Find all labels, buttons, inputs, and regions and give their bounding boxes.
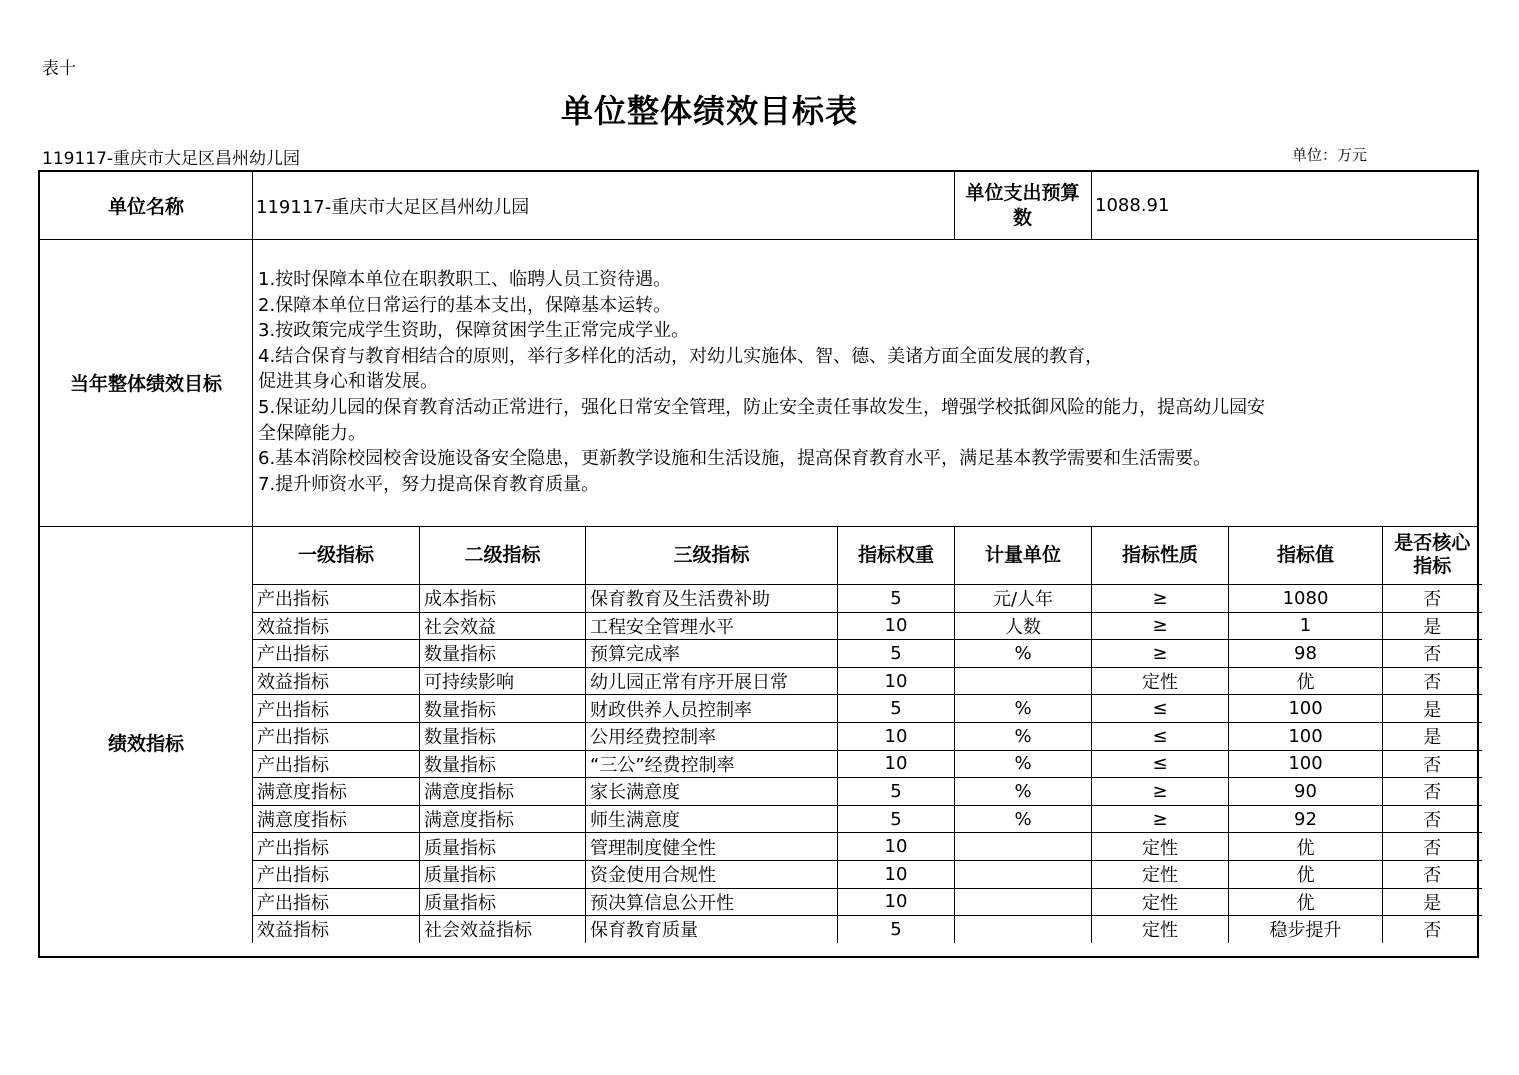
table-row xyxy=(253,640,1482,668)
cell-level3: 资金使用合规性 xyxy=(586,860,838,888)
cell-level2: 满意度指标 xyxy=(420,778,586,806)
cell-core: 否 xyxy=(1383,667,1482,695)
metrics-header-row xyxy=(253,526,1482,585)
cell-level2: 数量指标 xyxy=(420,695,586,723)
cell-core: 否 xyxy=(1383,805,1482,833)
cell-level1: 产出指标 xyxy=(253,585,420,613)
table-row xyxy=(253,805,1482,833)
header-level1: 一级指标 xyxy=(253,526,420,585)
cell-value: 1 xyxy=(1229,612,1383,640)
cell-value: 优 xyxy=(1229,860,1383,888)
goal-line: 2.保障本单位日常运行的基本支出，保障基本运转。 xyxy=(258,294,672,316)
cell-level2: 数量指标 xyxy=(420,640,586,668)
cell-value: 92 xyxy=(1229,805,1383,833)
cell-core: 是 xyxy=(1383,612,1482,640)
cell-weight: 5 xyxy=(838,640,955,668)
header-weight: 指标权重 xyxy=(838,526,955,585)
cell-unit: % xyxy=(955,695,1092,723)
cell-nature: ≥ xyxy=(1092,585,1229,613)
cell-level1: 产出指标 xyxy=(253,833,420,861)
cell-weight: 5 xyxy=(838,695,955,723)
cell-level2: 质量指标 xyxy=(420,888,586,916)
cell-level1: 产出指标 xyxy=(253,695,420,723)
cell-value: 优 xyxy=(1229,888,1383,916)
cell-level1: 产出指标 xyxy=(253,722,420,750)
goal-line: 3.按政策完成学生资助，保障贫困学生正常完成学业。 xyxy=(258,320,690,342)
table-row xyxy=(253,860,1482,888)
cell-level2: 社会效益 xyxy=(420,612,586,640)
header-value: 指标值 xyxy=(1229,526,1383,585)
cell-level1: 满意度指标 xyxy=(253,778,420,806)
cell-level1: 产出指标 xyxy=(253,750,420,778)
cell-level2: 数量指标 xyxy=(420,722,586,750)
cell-unit xyxy=(955,860,1092,888)
table-row xyxy=(253,750,1482,778)
metrics-table xyxy=(252,526,1482,943)
table-row xyxy=(253,916,1482,943)
cell-unit: % xyxy=(955,640,1092,668)
cell-core: 否 xyxy=(1383,860,1482,888)
cell-level1: 产出指标 xyxy=(253,860,420,888)
cell-level3: 预算完成率 xyxy=(586,640,838,668)
cell-weight: 10 xyxy=(838,722,955,750)
table-number: 表十 xyxy=(42,59,76,79)
goal-line: 全保障能力。 xyxy=(258,422,366,444)
table-row xyxy=(253,722,1482,750)
cell-core: 否 xyxy=(1383,585,1482,613)
cell-level3: “三公”经费控制率 xyxy=(586,750,838,778)
cell-value: 优 xyxy=(1229,667,1383,695)
cell-level3: 保育教育及生活费补助 xyxy=(586,585,838,613)
cell-level3: 保育教育质量 xyxy=(586,916,838,943)
cell-level1: 满意度指标 xyxy=(253,805,420,833)
goal-line: 7.提升师资水平，努力提高保育教育质量。 xyxy=(258,473,600,495)
table-row xyxy=(253,695,1482,723)
cell-level3: 预决算信息公开性 xyxy=(586,888,838,916)
cell-nature: ≥ xyxy=(1092,612,1229,640)
cell-level3: 工程安全管理水平 xyxy=(586,612,838,640)
cell-unit: % xyxy=(955,805,1092,833)
cell-weight: 5 xyxy=(838,778,955,806)
cell-level2: 社会效益指标 xyxy=(420,916,586,943)
page-title: 单位整体绩效目标表 xyxy=(560,92,858,130)
table-row xyxy=(253,833,1482,861)
budget-value: 1088.91 xyxy=(1095,195,1170,216)
unit-name-label: 单位名称 xyxy=(107,196,184,218)
cell-unit xyxy=(955,888,1092,916)
goal-line: 1.按时保障本单位在职教职工、临聘人员工资待遇。 xyxy=(258,269,672,290)
goal-line: 4.结合保育与教育相结合的原则，举行多样化的活动，对幼儿实施体、智、德、美诸方面全面发展的教育， xyxy=(258,345,1104,367)
cell-level1: 产出指标 xyxy=(253,640,420,668)
header-level2: 二级指标 xyxy=(420,526,586,585)
cell-core: 是 xyxy=(1383,695,1482,723)
cell-level3: 公用经费控制率 xyxy=(586,722,838,750)
cell-value: 98 xyxy=(1229,640,1383,668)
cell-level3: 师生满意度 xyxy=(586,805,838,833)
goal-line: 6.基本消除校园校舍设施设备安全隐患，更新教学设施和生活设施，提高保育教育水平，满足基本教学需要和生活需要。 xyxy=(258,448,1212,470)
header-unit: 计量单位 xyxy=(955,526,1092,585)
cell-nature: ≤ xyxy=(1092,722,1229,750)
cell-level1: 效益指标 xyxy=(253,916,420,943)
cell-level1: 产出指标 xyxy=(253,888,420,916)
cell-level2: 满意度指标 xyxy=(420,805,586,833)
cell-weight: 5 xyxy=(838,585,955,613)
cell-value: 100 xyxy=(1229,695,1383,723)
cell-level3: 幼儿园正常有序开展日常 xyxy=(586,667,838,695)
cell-weight: 10 xyxy=(838,612,955,640)
cell-level2: 数量指标 xyxy=(420,750,586,778)
cell-nature: 定性 xyxy=(1092,860,1229,888)
cell-core: 否 xyxy=(1383,778,1482,806)
table-row xyxy=(253,612,1482,640)
cell-core: 是 xyxy=(1383,888,1482,916)
cell-level2: 质量指标 xyxy=(420,833,586,861)
cell-weight: 10 xyxy=(838,750,955,778)
cell-weight: 10 xyxy=(838,833,955,861)
unit-name-value: 119117-重庆市大足区昌州幼儿园 xyxy=(256,196,530,218)
cell-nature: ≥ xyxy=(1092,805,1229,833)
cell-unit xyxy=(955,916,1092,943)
cell-nature: 定性 xyxy=(1092,888,1229,916)
table-row xyxy=(253,778,1482,806)
cell-level3: 管理制度健全性 xyxy=(586,833,838,861)
cell-core: 否 xyxy=(1383,833,1482,861)
cell-nature: 定性 xyxy=(1092,916,1229,943)
cell-level3: 财政供养人员控制率 xyxy=(586,695,838,723)
cell-unit: % xyxy=(955,778,1092,806)
cell-unit xyxy=(955,667,1092,695)
cell-value: 优 xyxy=(1229,833,1383,861)
cell-unit: % xyxy=(955,722,1092,750)
cell-weight: 10 xyxy=(838,667,955,695)
table-row xyxy=(253,585,1482,613)
cell-level3: 家长满意度 xyxy=(586,778,838,806)
header-nature: 指标性质 xyxy=(1092,526,1229,585)
cell-core: 否 xyxy=(1383,750,1482,778)
header-level3: 三级指标 xyxy=(586,526,838,585)
budget-label: 单位支出预算数 xyxy=(965,181,1080,229)
cell-unit: 元/人年 xyxy=(955,585,1092,613)
goals-text xyxy=(254,267,1474,497)
cell-nature: ≥ xyxy=(1092,640,1229,668)
cell-value: 90 xyxy=(1229,778,1383,806)
cell-nature: 定性 xyxy=(1092,833,1229,861)
cell-weight: 10 xyxy=(838,860,955,888)
cell-level2: 成本指标 xyxy=(420,585,586,613)
currency-unit: 单位：万元 xyxy=(1292,146,1368,164)
cell-unit: 人数 xyxy=(955,612,1092,640)
cell-weight: 5 xyxy=(838,805,955,833)
table-row xyxy=(253,667,1482,695)
cell-value: 1080 xyxy=(1229,585,1383,613)
cell-value: 100 xyxy=(1229,750,1383,778)
organization-name: 119117-重庆市大足区昌州幼儿园 xyxy=(42,149,301,169)
cell-nature: 定性 xyxy=(1092,667,1229,695)
performance-form xyxy=(38,170,1479,958)
cell-value: 稳步提升 xyxy=(1229,916,1383,943)
cell-nature: ≤ xyxy=(1092,750,1229,778)
cell-unit xyxy=(955,833,1092,861)
table-row xyxy=(253,888,1482,916)
cell-level2: 可持续影响 xyxy=(420,667,586,695)
header-core: 是否核心指标 xyxy=(1383,526,1482,585)
cell-unit: % xyxy=(955,750,1092,778)
goal-line: 促进其身心和谐发展。 xyxy=(258,371,438,393)
cell-core: 否 xyxy=(1383,640,1482,668)
goal-line: 5.保证幼儿园的保育教育活动正常进行，强化日常安全管理，防止安全责任事故发生，增强学校抵御风险的能力，提高幼儿园安 xyxy=(258,396,1266,418)
goals-label: 当年整体绩效目标 xyxy=(69,373,222,395)
cell-nature: ≤ xyxy=(1092,695,1229,723)
cell-value: 100 xyxy=(1229,722,1383,750)
cell-core: 是 xyxy=(1383,722,1482,750)
cell-weight: 10 xyxy=(838,888,955,916)
cell-level1: 效益指标 xyxy=(253,612,420,640)
cell-weight: 5 xyxy=(838,916,955,943)
cell-level1: 效益指标 xyxy=(253,667,420,695)
cell-nature: ≥ xyxy=(1092,778,1229,806)
cell-core: 否 xyxy=(1383,916,1482,943)
metrics-label: 绩效指标 xyxy=(107,732,184,755)
cell-level2: 质量指标 xyxy=(420,860,586,888)
